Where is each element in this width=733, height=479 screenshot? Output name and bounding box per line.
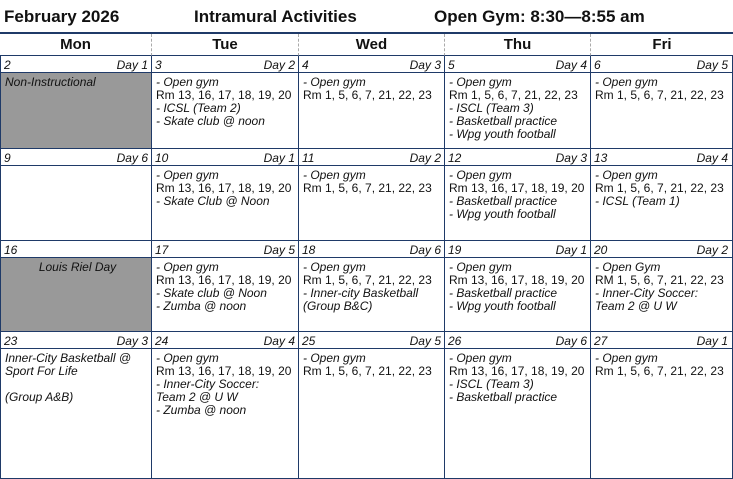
date-divider bbox=[299, 72, 445, 73]
calendar-day-cell bbox=[0, 241, 152, 332]
date-divider bbox=[591, 72, 732, 73]
calendar-day-cell bbox=[151, 241, 299, 332]
date-divider bbox=[591, 257, 732, 258]
date-divider bbox=[445, 165, 591, 166]
date-number: 5 bbox=[448, 58, 455, 72]
activity-list bbox=[156, 169, 297, 208]
activity-line: - Wpg youth football bbox=[449, 127, 556, 141]
calendar-day-cell bbox=[298, 149, 445, 241]
date-divider bbox=[1, 348, 152, 349]
cycle-day-label: Day 3 bbox=[555, 151, 587, 165]
date-number: 10 bbox=[155, 151, 169, 165]
activity-line: - Open gym bbox=[449, 75, 512, 89]
cycle-day-label: Day 1 bbox=[263, 151, 295, 165]
cycle-day-label: Day 5 bbox=[409, 334, 441, 348]
activity-list bbox=[595, 352, 730, 378]
date-divider bbox=[299, 257, 445, 258]
intramural-title: Intramural Activities bbox=[194, 7, 357, 26]
calendar-day-cell bbox=[444, 241, 591, 332]
activity-list bbox=[595, 169, 730, 208]
activity-line: Inner-City Basketball @ bbox=[5, 351, 132, 365]
cycle-day-label: Day 1 bbox=[555, 243, 587, 257]
cycle-day-label: Day 2 bbox=[409, 151, 441, 165]
activity-line: - Open gym bbox=[156, 75, 219, 89]
activity-list bbox=[449, 169, 589, 221]
activity-line: - Zumba @ noon bbox=[156, 403, 247, 417]
cycle-day-label: Day 4 bbox=[263, 334, 295, 348]
room-list: Rm 1, 5, 6, 7, 21, 22, 23 bbox=[303, 273, 432, 287]
date-number: 12 bbox=[448, 151, 462, 165]
activity-line: - ISCL (Team 3) bbox=[449, 101, 534, 115]
date-divider bbox=[152, 72, 299, 73]
room-list: Rm 13, 16, 17, 18, 19, 20 bbox=[449, 273, 585, 287]
activity-line: - Inner-City Soccer: bbox=[595, 286, 699, 300]
activity-line: Louis Riel Day bbox=[38, 260, 117, 274]
room-list: Rm 13, 16, 17, 18, 19, 20 bbox=[449, 181, 585, 195]
activity-line: Team 2 @ U W bbox=[156, 390, 238, 404]
activity-line: - Basketball practice bbox=[449, 286, 558, 300]
calendar-day-cell bbox=[0, 56, 152, 149]
activity-list bbox=[303, 261, 443, 313]
activity-line: - Open Gym bbox=[595, 260, 661, 274]
cycle-day-label: Day 6 bbox=[555, 334, 587, 348]
activity-line: - Basketball practice bbox=[449, 390, 558, 404]
calendar-title-bar bbox=[0, 0, 733, 32]
activity-list bbox=[449, 261, 589, 313]
cycle-day-label: Day 4 bbox=[555, 58, 587, 72]
weekday-header-thu: Thu bbox=[444, 34, 590, 56]
activity-line: - Inner-City Soccer: bbox=[156, 377, 260, 391]
cycle-day-label: Day 6 bbox=[116, 151, 148, 165]
activity-list bbox=[5, 76, 150, 89]
calendar-day-cell bbox=[298, 241, 445, 332]
activity-line: - Open gym bbox=[303, 75, 366, 89]
cycle-day-label: Day 2 bbox=[263, 58, 295, 72]
room-list: Rm 13, 16, 17, 18, 19, 20 bbox=[156, 273, 292, 287]
activity-line: - Open gym bbox=[156, 351, 219, 365]
date-number: 13 bbox=[594, 151, 608, 165]
calendar-day-cell bbox=[151, 149, 299, 241]
calendar-day-cell bbox=[0, 149, 152, 241]
room-list: Rm 13, 16, 17, 18, 19, 20 bbox=[156, 181, 292, 195]
room-list: Rm 1, 5, 6, 7, 21, 22, 23 bbox=[303, 364, 432, 378]
date-divider bbox=[152, 348, 299, 349]
calendar-day-cell bbox=[444, 332, 591, 479]
activity-line: - ISCL (Team 3) bbox=[449, 377, 534, 391]
activity-list bbox=[303, 169, 443, 195]
activity-list bbox=[156, 261, 297, 313]
room-list: Rm 1, 5, 6, 7, 21, 22, 23 bbox=[595, 181, 724, 195]
activity-line: - Skate Club @ Noon bbox=[156, 194, 270, 208]
room-list: Rm 13, 16, 17, 18, 19, 20 bbox=[449, 364, 585, 378]
activity-line: (Group A&B) bbox=[5, 390, 74, 404]
activity-list bbox=[156, 76, 297, 128]
activity-line: (Group B&C) bbox=[303, 299, 373, 313]
date-divider bbox=[591, 165, 732, 166]
date-divider bbox=[299, 348, 445, 349]
calendar-day-cell bbox=[590, 56, 733, 149]
calendar-day-cell bbox=[590, 241, 733, 332]
cycle-day-label: Day 4 bbox=[696, 151, 728, 165]
date-number: 25 bbox=[302, 334, 316, 348]
calendar-day-cell bbox=[151, 332, 299, 479]
calendar-day-cell bbox=[298, 332, 445, 479]
weekday-header-tue: Tue bbox=[151, 34, 298, 56]
calendar-day-cell bbox=[151, 56, 299, 149]
activity-line: - Open gym bbox=[449, 260, 512, 274]
date-number: 17 bbox=[155, 243, 169, 257]
non-school-day-shade bbox=[1, 258, 152, 331]
date-divider bbox=[299, 165, 445, 166]
activity-line: - Wpg youth football bbox=[449, 299, 556, 313]
activity-list bbox=[5, 352, 150, 404]
cycle-day-label: Day 3 bbox=[409, 58, 441, 72]
date-number: 26 bbox=[448, 334, 462, 348]
activity-line: - ICSL (Team 2) bbox=[156, 101, 241, 115]
date-divider bbox=[445, 72, 591, 73]
activity-line: - Open gym bbox=[449, 168, 512, 182]
activity-line: - Zumba @ noon bbox=[156, 299, 247, 313]
date-divider bbox=[445, 348, 591, 349]
calendar-day-cell bbox=[0, 332, 152, 479]
calendar-grid bbox=[0, 32, 733, 479]
activity-line: Team 2 @ U W bbox=[595, 299, 677, 313]
cycle-day-label: Day 2 bbox=[696, 243, 728, 257]
calendar-day-cell bbox=[444, 56, 591, 149]
activity-list bbox=[449, 76, 589, 141]
activity-line: - Basketball practice bbox=[449, 194, 558, 208]
room-list: Rm 13, 16, 17, 18, 19, 20 bbox=[156, 364, 292, 378]
room-list: RM 1, 5, 6, 7, 21, 22, 23 bbox=[595, 273, 724, 287]
calendar-day-cell bbox=[590, 332, 733, 479]
activity-line: - Open gym bbox=[156, 260, 219, 274]
activity-list bbox=[5, 261, 150, 274]
date-number: 27 bbox=[594, 334, 608, 348]
weekday-header-mon: Mon bbox=[0, 34, 151, 56]
cycle-day-label: Day 1 bbox=[696, 334, 728, 348]
activity-line: - Basketball practice bbox=[449, 114, 558, 128]
cycle-day-label: Day 5 bbox=[263, 243, 295, 257]
activity-list bbox=[156, 352, 297, 417]
activity-line: - Open gym bbox=[303, 168, 366, 182]
activity-list bbox=[595, 261, 730, 313]
date-number: 16 bbox=[4, 243, 18, 257]
weekday-header-wed: Wed bbox=[298, 34, 444, 56]
cycle-day-label: Day 5 bbox=[696, 58, 728, 72]
weekday-header-fri: Fri bbox=[590, 34, 733, 56]
date-divider bbox=[152, 257, 299, 258]
date-divider bbox=[152, 165, 299, 166]
activity-line: - Skate club @ Noon bbox=[156, 286, 267, 300]
date-number: 3 bbox=[155, 58, 162, 72]
month-title: February 2026 bbox=[4, 7, 120, 26]
activity-line: Sport For Life bbox=[5, 364, 78, 378]
activity-line: - Open gym bbox=[156, 168, 219, 182]
activity-line: Non-Instructional bbox=[5, 75, 96, 89]
open-gym-title: Open Gym: 8:30—8:55 am bbox=[434, 7, 645, 26]
activity-list bbox=[449, 352, 589, 404]
activity-line: - ICSL (Team 1) bbox=[595, 194, 680, 208]
calendar-day-cell bbox=[590, 149, 733, 241]
date-divider bbox=[591, 348, 732, 349]
date-number: 2 bbox=[4, 58, 11, 72]
room-list: Rm 13, 16, 17, 18, 19, 20 bbox=[156, 88, 292, 102]
activity-line: - Open gym bbox=[303, 260, 366, 274]
activity-line: - Open gym bbox=[303, 351, 366, 365]
date-number: 18 bbox=[302, 243, 316, 257]
date-divider bbox=[445, 257, 591, 258]
activity-list bbox=[303, 76, 443, 102]
cycle-day-label: Day 3 bbox=[116, 334, 148, 348]
activity-line: - Open gym bbox=[449, 351, 512, 365]
calendar-day-cell bbox=[444, 149, 591, 241]
activity-list bbox=[303, 352, 443, 378]
cycle-day-label: Day 6 bbox=[409, 243, 441, 257]
activity-line: - Open gym bbox=[595, 168, 658, 182]
non-school-day-shade bbox=[1, 73, 152, 148]
activity-line: - Skate club @ noon bbox=[156, 114, 265, 128]
cycle-day-label: Day 1 bbox=[116, 58, 148, 72]
activity-line: - Wpg youth football bbox=[449, 207, 556, 221]
calendar-day-cell bbox=[298, 56, 445, 149]
room-list: Rm 1, 5, 6, 7, 21, 22, 23 bbox=[303, 88, 432, 102]
room-list: Rm 1, 5, 6, 7, 21, 22, 23 bbox=[449, 88, 578, 102]
room-list: Rm 1, 5, 6, 7, 21, 22, 23 bbox=[595, 364, 724, 378]
activity-line: - Inner-city Basketball bbox=[303, 286, 419, 300]
room-list: Rm 1, 5, 6, 7, 21, 22, 23 bbox=[303, 181, 432, 195]
date-divider bbox=[1, 165, 152, 166]
room-list: Rm 1, 5, 6, 7, 21, 22, 23 bbox=[595, 88, 724, 102]
date-number: 20 bbox=[594, 243, 608, 257]
date-number: 9 bbox=[4, 151, 11, 165]
date-number: 11 bbox=[302, 151, 315, 165]
activity-line: - Open gym bbox=[595, 75, 658, 89]
date-number: 23 bbox=[4, 334, 18, 348]
date-number: 24 bbox=[155, 334, 169, 348]
activity-line: - Open gym bbox=[595, 351, 658, 365]
date-number: 6 bbox=[594, 58, 601, 72]
activity-list bbox=[595, 76, 730, 102]
date-number: 19 bbox=[448, 243, 462, 257]
date-number: 4 bbox=[302, 58, 309, 72]
